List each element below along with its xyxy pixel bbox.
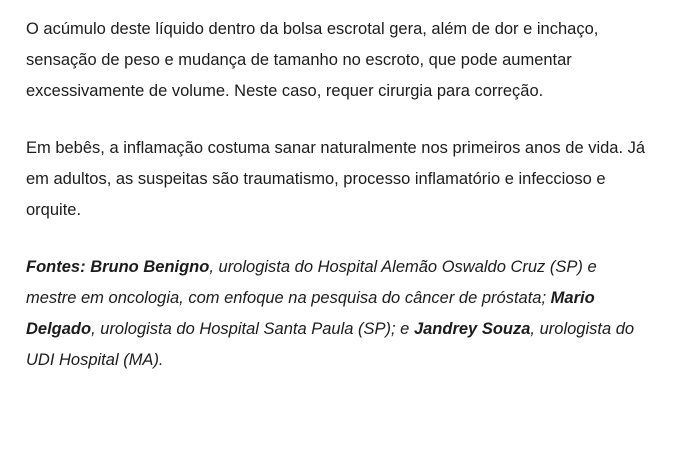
source-description-2: , urologista do Hospital Santa Paula (SP); e [91,320,414,338]
sources-credit [26,252,651,376]
sources-label: Fontes: [26,258,86,276]
source-name-1: Bruno Benigno [90,258,210,276]
source-name-3: Jandrey Souza [413,320,531,338]
source-description-1: , urologista do Hospital Alemão Oswaldo Cruz (SP) e mestre em oncologia, com enfoque na pesquisa do câncer de próstata; [26,258,597,307]
source-name-2: Mario Delgado [26,289,595,338]
source-description-3: , urologista do UDI Hospital (MA). [26,320,635,369]
paragraph-2: Em bebês, a inflamação costuma sanar naturalmente nos primeiros anos de vida. Já em adultos, as suspeitas são traumatismo, processo inflamatório e infeccioso e orquite. [26,139,646,219]
paragraph-1: O acúmulo deste líquido dentro da bolsa escrotal gera, além de dor e inchaço, sensação de peso e mudança de tamanho no escroto, que pode aumentar excessivamente de volume. Neste caso, requer cirurgia para correção. [26,20,599,100]
